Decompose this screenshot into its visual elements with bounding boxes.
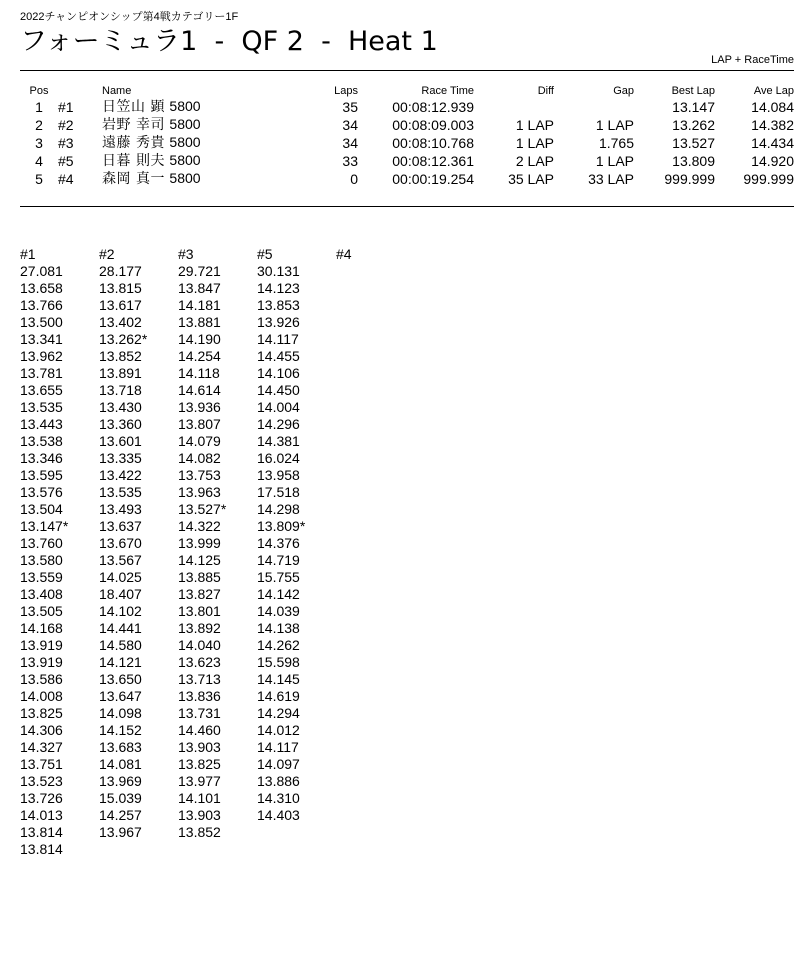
lap-time-cell: 13.936 [178, 399, 221, 415]
driver-name-cell [102, 152, 310, 170]
lap-time-cell: 13.341 [20, 331, 63, 347]
gap-cell: 1 LAP [595, 152, 634, 169]
lap-time-cell [336, 637, 415, 654]
lap-time-cell [336, 722, 415, 739]
best-lap-cell: 13.262 [672, 116, 715, 133]
lap-time-cell: 14.079 [178, 433, 221, 449]
lap-row [20, 569, 415, 586]
lap-time-cell: 13.500 [20, 314, 63, 330]
lap-time-cell: 14.117 [257, 739, 299, 755]
lap-col-header: #2 [99, 246, 115, 262]
result-row [20, 98, 794, 116]
results-divider [20, 206, 794, 207]
lap-row [20, 331, 415, 348]
lap-time-cell: 13.853 [257, 297, 300, 313]
lap-time-cell [336, 484, 415, 501]
lap-time-cell: 30.131 [257, 263, 300, 279]
lap-time-cell [336, 688, 415, 705]
lap-time-cell: 14.614 [178, 382, 221, 398]
lap-time-cell: 14.719 [257, 552, 300, 568]
lap-time-cell: 13.430 [99, 399, 142, 415]
lap-time-cell: 18.407 [99, 586, 142, 602]
lap-time-cell: 13.977 [178, 773, 221, 789]
lap-time-cell: 13.335 [99, 450, 142, 466]
lap-time-cell: 13.836 [178, 688, 221, 704]
lap-row [20, 688, 415, 705]
lap-time-cell: 14.123 [257, 280, 300, 296]
lap-time-cell: 28.177 [99, 263, 142, 279]
laps-cell: 34 [342, 134, 358, 151]
lap-time-cell: 14.098 [99, 705, 142, 721]
lap-col-header: #5 [257, 246, 273, 262]
diff-cell: 35 LAP [508, 170, 554, 187]
lap-time-cell: 15.755 [257, 569, 300, 585]
lap-time-cell: 13.801 [178, 603, 221, 619]
lap-time-cell: 13.969 [99, 773, 142, 789]
diff-cell [474, 98, 554, 116]
lap-time-cell [336, 773, 415, 790]
best-lap-cell: 13.809 [672, 152, 715, 169]
lap-time-cell [336, 654, 415, 671]
driver-name: 森岡 真一 [102, 171, 165, 187]
lap-time-cell [336, 501, 415, 518]
results-header-row [20, 84, 794, 98]
lap-time-cell: 13.505 [20, 603, 63, 619]
gap-cell: 33 LAP [588, 170, 634, 187]
best-lap-cell: 999.999 [664, 170, 715, 187]
lap-time-cell [336, 331, 415, 348]
lap-time-cell: 13.825 [20, 705, 63, 721]
lap-time-cell: 13.617 [99, 297, 142, 313]
lap-row [20, 603, 415, 620]
driver-name: 日笠山 顕 [102, 99, 165, 115]
driver-name: 日暮 則夫 [102, 153, 165, 169]
lap-time-cell: 13.753 [178, 467, 221, 483]
event-subtitle: 2022チャンピオンシップ第4戦カテゴリー1F [20, 11, 239, 23]
lap-time-cell: 14.306 [20, 722, 63, 738]
lap-time-cell: 13.903 [178, 739, 221, 755]
lap-row [20, 484, 415, 501]
lap-row [20, 501, 415, 518]
lap-times-body [20, 263, 415, 858]
lap-time-cell [336, 603, 415, 620]
diff-cell: 2 LAP [515, 152, 554, 169]
driver-class: 5800 [169, 98, 201, 114]
ave-lap-cell: 14.382 [751, 116, 794, 133]
lap-time-cell: 13.847 [178, 280, 221, 296]
race-time-cell: 00:08:12.361 [392, 152, 474, 169]
lap-time-cell [257, 824, 336, 841]
best-lap-cell: 13.527 [672, 134, 715, 151]
lap-time-cell: 15.039 [99, 790, 142, 806]
lap-col-header: #1 [20, 246, 36, 262]
lap-time-cell [336, 450, 415, 467]
driver-class: 5800 [169, 170, 201, 186]
driver-name: 岩野 幸司 [102, 117, 165, 133]
lap-time-cell: 14.455 [257, 348, 300, 364]
driver-name: 遠藤 秀貴 [102, 135, 165, 151]
lap-time-cell: 13.670 [99, 535, 142, 551]
lap-time-cell: 14.296 [257, 416, 300, 432]
car-number-cell: #2 [58, 116, 74, 133]
best-lap-cell: 13.147 [672, 98, 715, 115]
gap-cell: 1 LAP [595, 116, 634, 133]
lap-time-cell: 14.152 [99, 722, 142, 738]
gap-cell: 1.765 [598, 134, 634, 151]
lap-time-cell: 13.751 [20, 756, 63, 772]
lap-time-cell: 13.825 [178, 756, 221, 772]
lap-time-cell: 14.025 [99, 569, 142, 585]
ave-lap-cell: 999.999 [743, 170, 794, 187]
lap-time-cell: 13.731 [178, 705, 221, 721]
lap-time-cell: 13.262* [99, 331, 148, 347]
lap-time-cell [336, 790, 415, 807]
lap-time-cell [336, 365, 415, 382]
car-number-cell: #3 [58, 134, 74, 151]
lap-time-cell: 13.713 [178, 671, 221, 687]
lap-time-cell: 13.147* [20, 518, 69, 534]
lap-time-cell: 14.190 [178, 331, 221, 347]
diff-cell: 1 LAP [515, 116, 554, 133]
lap-time-cell: 13.580 [20, 552, 63, 568]
lap-time-cell: 13.360 [99, 416, 142, 432]
lap-time-cell: 27.081 [20, 263, 63, 279]
lap-time-cell: 13.967 [99, 824, 142, 840]
driver-name-cell [102, 116, 310, 134]
lap-time-cell: 14.403 [257, 807, 300, 823]
pos-cell: 5 [35, 170, 43, 187]
laps-cell: 0 [350, 170, 358, 187]
lap-time-cell: 14.145 [257, 671, 300, 687]
race-time-cell: 00:08:10.768 [392, 134, 474, 151]
car-number-cell: #5 [58, 152, 74, 169]
lap-time-cell: 13.919 [20, 654, 63, 670]
lap-time-cell: 14.257 [99, 807, 142, 823]
lap-time-cell [336, 433, 415, 450]
lap-time-cell: 17.518 [257, 484, 300, 500]
race-time-cell: 00:08:09.003 [392, 116, 474, 133]
driver-class: 5800 [169, 134, 201, 150]
col-number-header [58, 84, 102, 98]
lap-time-cell: 13.962 [20, 348, 63, 364]
lap-time-cell: 13.881 [178, 314, 221, 330]
lap-time-cell [336, 399, 415, 416]
lap-time-cell: 14.298 [257, 501, 300, 517]
lap-time-cell [336, 824, 415, 841]
lap-time-cell: 13.493 [99, 501, 142, 517]
lap-time-cell: 14.142 [257, 586, 300, 602]
lap-col-header: #3 [178, 246, 194, 262]
lap-time-cell [178, 841, 257, 858]
lap-time-cell: 13.815 [99, 280, 142, 296]
lap-time-cell: 13.958 [257, 467, 300, 483]
lap-row [20, 620, 415, 637]
laps-cell: 33 [342, 152, 358, 169]
lap-row [20, 722, 415, 739]
lap-time-cell: 14.097 [257, 756, 300, 772]
lap-time-cell: 13.892 [178, 620, 221, 636]
lap-time-cell: 13.650 [99, 671, 142, 687]
lap-time-cell: 14.441 [99, 620, 142, 636]
lap-time-cell [336, 518, 415, 535]
lap-row [20, 773, 415, 790]
lap-row [20, 756, 415, 773]
lap-row [20, 433, 415, 450]
lap-time-cell: 14.262 [257, 637, 300, 653]
lap-time-cell: 14.376 [257, 535, 300, 551]
lap-time-cell: 14.327 [20, 739, 63, 755]
pos-cell: 3 [35, 134, 43, 151]
lap-time-cell: 14.381 [257, 433, 300, 449]
lap-time-cell: 13.523 [20, 773, 63, 789]
lap-time-cell: 13.963 [178, 484, 221, 500]
lap-times-header-row [20, 246, 415, 263]
lap-time-cell [336, 535, 415, 552]
lap-time-cell: 13.766 [20, 297, 63, 313]
lap-time-cell: 13.535 [20, 399, 63, 415]
lap-time-cell: 13.683 [99, 739, 142, 755]
lap-time-cell: 14.004 [257, 399, 300, 415]
lap-time-cell [336, 280, 415, 297]
lap-time-cell: 13.885 [178, 569, 221, 585]
lap-time-cell: 13.601 [99, 433, 142, 449]
lap-time-cell: 14.040 [178, 637, 221, 653]
lap-time-cell: 13.408 [20, 586, 63, 602]
col-pos-header: Pos [29, 85, 49, 97]
lap-time-cell [336, 263, 415, 280]
lap-col-header: #4 [336, 246, 352, 262]
lap-row [20, 552, 415, 569]
lap-time-cell: 13.623 [178, 654, 221, 670]
lap-row [20, 637, 415, 654]
lap-time-cell: 14.102 [99, 603, 142, 619]
diff-cell: 1 LAP [515, 134, 554, 151]
lap-time-cell [336, 586, 415, 603]
lap-time-cell: 13.647 [99, 688, 142, 704]
lap-time-cell: 13.576 [20, 484, 63, 500]
driver-name-cell [102, 170, 310, 188]
lap-time-cell: 13.852 [99, 348, 142, 364]
lap-time-cell: 14.101 [178, 790, 221, 806]
lap-time-cell [336, 297, 415, 314]
lap-row [20, 790, 415, 807]
lap-time-cell: 14.322 [178, 518, 221, 534]
lap-time-cell: 13.814 [20, 824, 63, 840]
lap-time-cell: 14.254 [178, 348, 221, 364]
lap-time-cell: 16.024 [257, 450, 300, 466]
lap-time-cell: 13.891 [99, 365, 142, 381]
lap-time-cell: 14.121 [99, 654, 142, 670]
driver-name-cell [102, 134, 310, 152]
lap-time-cell: 13.527* [178, 501, 227, 517]
lap-time-cell [99, 841, 178, 858]
lap-row [20, 467, 415, 484]
lap-time-cell: 13.726 [20, 790, 63, 806]
lap-time-cell: 13.886 [257, 773, 300, 789]
col-name-header: Name [102, 85, 132, 97]
lap-row [20, 348, 415, 365]
lap-time-cell: 13.852 [178, 824, 221, 840]
lap-time-cell [336, 671, 415, 688]
ave-lap-cell: 14.920 [751, 152, 794, 169]
lap-row [20, 382, 415, 399]
race-time-cell: 00:08:12.939 [392, 98, 474, 115]
lap-time-cell: 13.814 [20, 841, 63, 857]
lap-time-cell: 14.138 [257, 620, 300, 636]
lap-time-cell: 14.008 [20, 688, 63, 704]
lap-row [20, 671, 415, 688]
lap-time-cell [336, 841, 415, 858]
lap-row [20, 586, 415, 603]
col-best-lap-header: Best Lap [671, 85, 715, 97]
lap-row [20, 297, 415, 314]
race-time-cell: 00:00:19.254 [392, 170, 474, 187]
lap-time-cell: 13.919 [20, 637, 63, 653]
gap-cell [554, 98, 634, 116]
lap-time-cell [336, 467, 415, 484]
laps-cell: 35 [342, 98, 358, 115]
lap-time-cell: 14.125 [178, 552, 221, 568]
col-race-time-header: Race Time [421, 85, 474, 97]
lap-time-cell: 13.504 [20, 501, 63, 517]
lap-row [20, 654, 415, 671]
lap-time-cell: 13.809* [257, 518, 306, 534]
laps-cell: 34 [342, 116, 358, 133]
pos-cell: 1 [35, 98, 43, 115]
lap-time-cell: 13.655 [20, 382, 63, 398]
result-row [20, 116, 794, 134]
lap-time-cell: 13.658 [20, 280, 63, 296]
lap-time-cell: 14.082 [178, 450, 221, 466]
lap-row [20, 739, 415, 756]
lap-row [20, 450, 415, 467]
lap-time-cell: 14.081 [99, 756, 142, 772]
driver-name-cell [102, 98, 310, 116]
pos-cell: 2 [35, 116, 43, 133]
lap-time-cell: 13.760 [20, 535, 63, 551]
lap-time-cell [336, 807, 415, 824]
lap-time-cell: 14.310 [257, 790, 300, 806]
lap-row [20, 824, 415, 841]
lap-row [20, 399, 415, 416]
col-diff-header: Diff [537, 85, 554, 97]
lap-time-cell: 15.598 [257, 654, 300, 670]
lap-time-cell: 13.443 [20, 416, 63, 432]
lap-time-cell: 13.781 [20, 365, 63, 381]
lap-time-cell: 13.903 [178, 807, 221, 823]
lap-row [20, 416, 415, 433]
ave-lap-cell: 14.434 [751, 134, 794, 151]
col-laps-header: Laps [334, 85, 358, 97]
lap-time-cell: 13.538 [20, 433, 63, 449]
lap-time-cell: 13.422 [99, 467, 142, 483]
ave-lap-cell: 14.084 [751, 98, 794, 115]
lap-time-cell: 14.013 [20, 807, 63, 823]
lap-time-cell: 13.595 [20, 467, 63, 483]
lap-row [20, 518, 415, 535]
lap-time-cell [336, 348, 415, 365]
race-title: フォーミュラ1 - QF 2 - Heat 1 [20, 26, 438, 57]
lap-row [20, 705, 415, 722]
lap-time-cell: 13.999 [178, 535, 221, 551]
lap-time-cell [336, 705, 415, 722]
lap-time-cell: 14.619 [257, 688, 300, 704]
lap-time-cell [336, 756, 415, 773]
lap-time-cell: 14.580 [99, 637, 142, 653]
lap-time-cell: 14.117 [257, 331, 299, 347]
col-ave-lap-header: Ave Lap [753, 85, 794, 97]
lap-time-cell: 13.827 [178, 586, 221, 602]
lap-time-cell [257, 841, 336, 858]
driver-class: 5800 [169, 116, 201, 132]
lap-time-cell: 13.926 [257, 314, 300, 330]
lap-time-cell: 14.460 [178, 722, 221, 738]
car-number-cell: #1 [58, 98, 74, 115]
lap-row [20, 314, 415, 331]
result-row [20, 152, 794, 170]
results-table [20, 84, 794, 188]
lap-time-cell: 14.039 [257, 603, 300, 619]
lap-time-cell: 14.450 [257, 382, 300, 398]
header-divider [20, 70, 794, 71]
lap-time-cell: 13.637 [99, 518, 142, 534]
lap-time-cell: 13.535 [99, 484, 142, 500]
lap-row [20, 365, 415, 382]
lap-times-table [20, 246, 415, 858]
lap-time-cell [336, 569, 415, 586]
lap-time-cell: 13.402 [99, 314, 142, 330]
report-mode-label: LAP + RaceTime [711, 54, 794, 66]
lap-row [20, 280, 415, 297]
lap-row [20, 535, 415, 552]
lap-time-cell: 13.346 [20, 450, 63, 466]
lap-row [20, 841, 415, 858]
lap-time-cell: 14.106 [257, 365, 300, 381]
lap-time-cell: 14.181 [178, 297, 221, 313]
lap-time-cell: 13.567 [99, 552, 142, 568]
lap-time-cell: 14.012 [257, 722, 300, 738]
lap-row [20, 807, 415, 824]
driver-class: 5800 [169, 152, 201, 168]
car-number-cell: #4 [58, 170, 74, 187]
lap-time-cell: 29.721 [178, 263, 221, 279]
lap-time-cell: 13.586 [20, 671, 63, 687]
lap-time-cell [336, 739, 415, 756]
result-row [20, 170, 794, 188]
result-row [20, 134, 794, 152]
lap-time-cell [336, 382, 415, 399]
lap-row [20, 263, 415, 280]
lap-time-cell [336, 552, 415, 569]
lap-time-cell [336, 314, 415, 331]
lap-time-cell: 14.118 [178, 365, 220, 381]
lap-time-cell: 14.294 [257, 705, 300, 721]
lap-time-cell: 13.718 [99, 382, 142, 398]
col-gap-header: Gap [613, 85, 634, 97]
lap-time-cell: 14.168 [20, 620, 63, 636]
lap-time-cell [336, 620, 415, 637]
lap-time-cell: 13.807 [178, 416, 221, 432]
lap-time-cell: 13.559 [20, 569, 63, 585]
pos-cell: 4 [35, 152, 43, 169]
lap-time-cell [336, 416, 415, 433]
